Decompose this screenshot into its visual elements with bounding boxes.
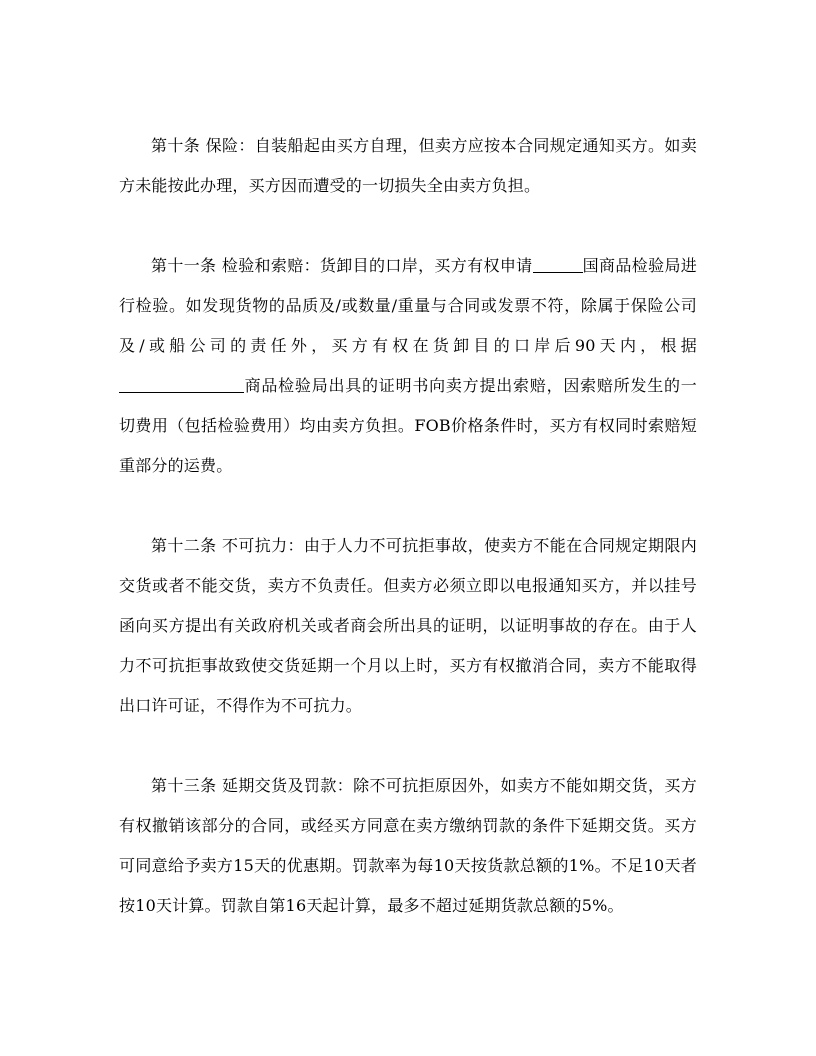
clause-11-text-part2: 国商品检验局进行检验。如发现货物的品质及/或数量/重量与合同或发票不符，除属于保险公司及/或船公司的责任外，买方有权在货卸目的口岸后90天内，根据: [119, 256, 697, 355]
clause-10-insurance: 第十条 保险：自装船起由买方自理，但卖方应按本合同规定通知买方。如卖方未能按此办理，买方因而遭受的一切损失全由卖方负担。: [119, 136, 697, 195]
clause-11-inspection-claims: [119, 246, 697, 486]
clause-13-late-delivery-penalty: 第十三条 延期交货及罚款：除不可抗拒原因外，如卖方不能如期交货，买方有权撤销该部分的合同，或经买方同意在卖方缴纳罚款的条件下延期交货。买方可同意给予卖方15天的优惠期。罚款率为每10天按货款总额的1%。不足10天者按10天计算。罚款自第16天起计算，最多不超过延期货款总额的5%。: [119, 776, 697, 915]
clause-11-text-part3: 商品检验局出具的证明书向卖方提出索赔，因索赔所发生的一切费用（包括检验费用）均由卖方负担。FOB价格条件时，买方有权同时索赔短重部分的运费。: [119, 376, 697, 475]
document-body: [119, 126, 697, 926]
fill-in-blank: [119, 376, 244, 393]
fill-in-blank: [533, 256, 583, 273]
clause-12-force-majeure: 第十二条 不可抗力：由于人力不可抗拒事故，使卖方不能在合同规定期限内交货或者不能交货，卖方不负责任。但卖方必须立即以电报通知买方，并以挂号函向买方提出有关政府机关或者商会所出具的证明，以证明事故的存在。由于人力不可抗拒事故致使交货延期一个月以上时，买方有权撤消合同，卖方不能取得出口许可证，不得作为不可抗力。: [119, 536, 697, 715]
clause-11-text-part1: 第十一条 检验和索赔：货卸目的口岸，买方有权申请: [151, 256, 533, 275]
